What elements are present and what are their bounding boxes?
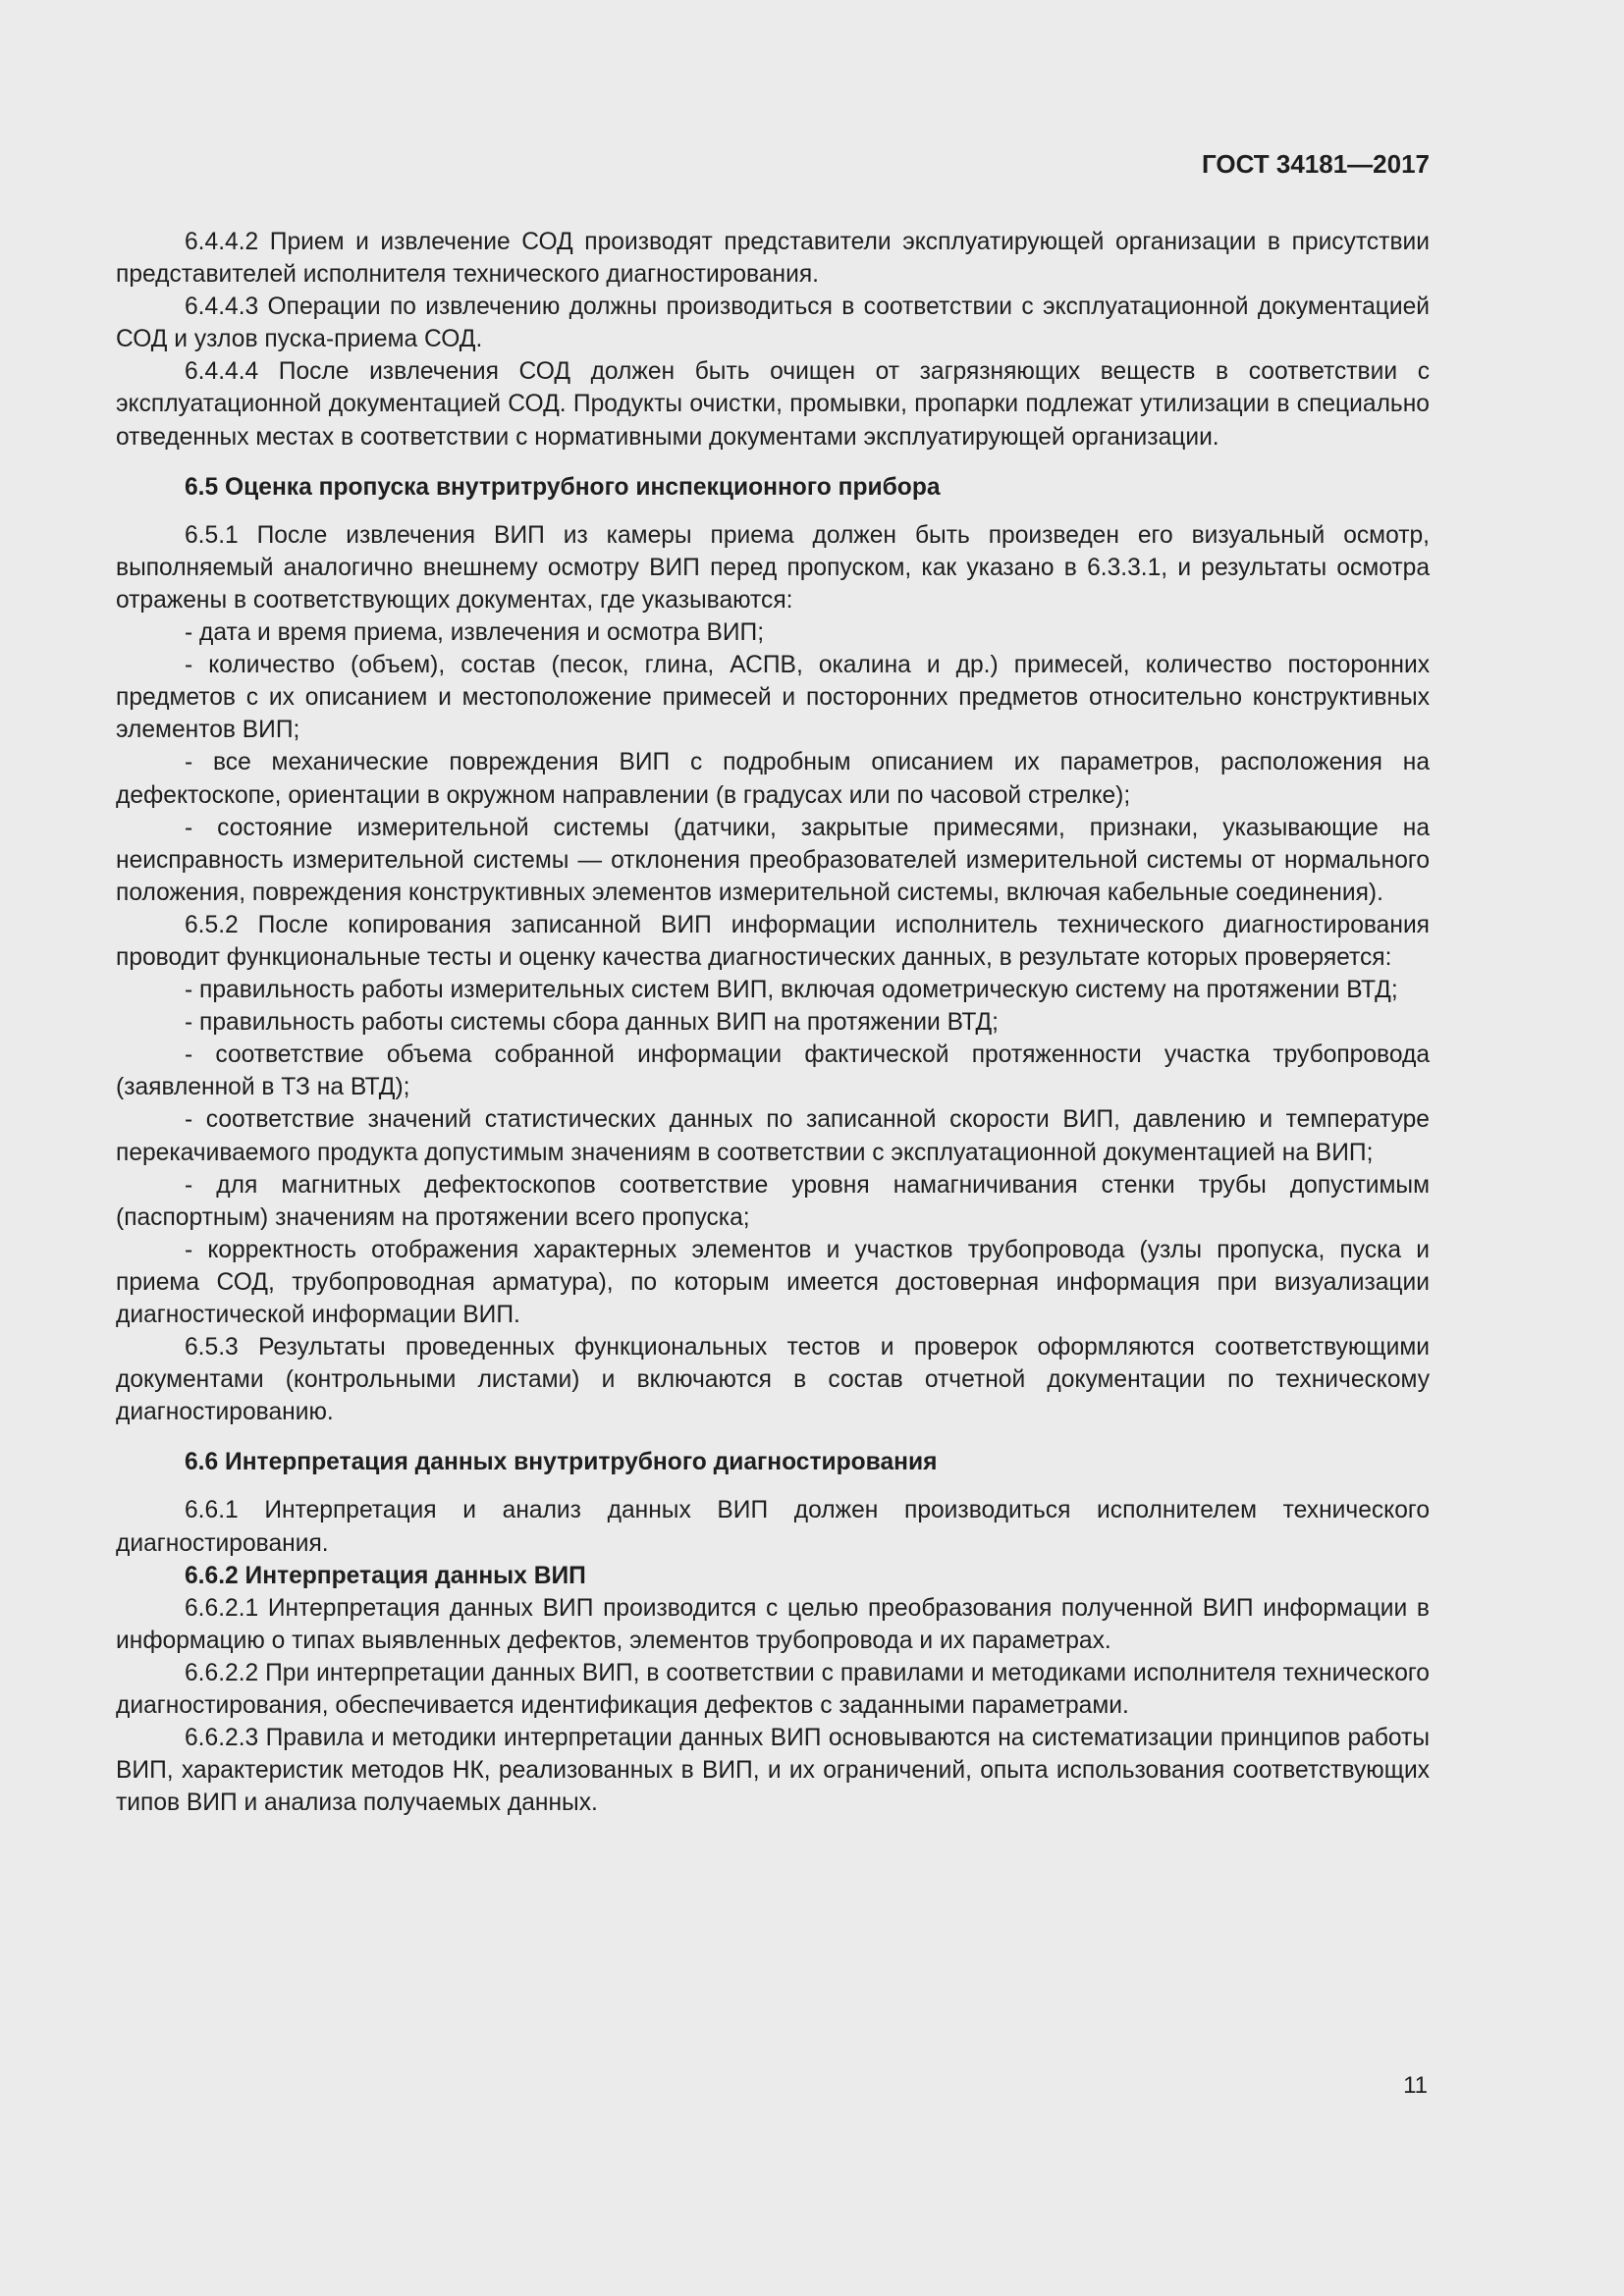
paragraph-6-5-1: 6.5.1 После извлечения ВИП из камеры приема должен быть произведен его визуальный осмотр, выполняемый аналогично внешнему осмотру ВИП перед пропуском, как указано в 6.3.3.1, и результаты осмотра отражены в соответствующих документах, где указываются: (116, 521, 1430, 614)
document-body (116, 226, 1430, 1819)
list-item: - состояние измерительной системы (датчики, закрытые примесями, признаки, указывающие на неисправность измерительной системы — отклонения преобразователей измерительной системы от нормального положения, повреждения конструктивных элементов измерительной системы, включая кабельные соединения). (116, 814, 1430, 906)
paragraph-6-4-4-4: 6.4.4.4 После извлечения СОД должен быть очищен от загрязняющих веществ в соответствии с эксплуатационной документацией СОД. Продукты очистки, промывки, пропарки подлежат утилизации в специально отведенных местах в соответствии с нормативными документами эксплуатирующей организации. (116, 358, 1430, 451)
list-item: - правильность работы системы сбора данных ВИП на протяжении ВТД; (185, 1009, 1000, 1037)
section-heading-6-6: 6.6 Интерпретация данных внутритрубного диагностирования (185, 1449, 938, 1476)
list-item: - все механические повреждения ВИП с подробным описанием их параметров, расположения на дефектоскопе, ориентации в окружном направлении (в градусах или по часовой стрелке); (116, 749, 1430, 809)
paragraph-6-6-2-3: 6.6.2.3 Правила и методики интерпретации данных ВИП основываются на систематизации принципов работы ВИП, характеристик методов НК, реализованных в ВИП, и их ограничений, опыта использования соответствующих типов ВИП и анализа получаемых данных. (116, 1725, 1430, 1817)
subsection-heading-6-6-2: 6.6.2 Интерпретация данных ВИП (185, 1562, 586, 1589)
paragraph-6-5-2: 6.5.2 После копирования записанной ВИП информации исполнитель технического диагностирования проводит функциональные тесты и оценку качества диагностических данных, в результате которых проверяется: (116, 911, 1430, 971)
list-item: - количество (объем), состав (песок, глина, АСПВ, окалина и др.) примесей, количество посторонних предметов с их описанием и местоположение примесей и посторонних предметов относительно конструктивных элементов ВИП; (116, 652, 1430, 744)
paragraph-6-6-1: 6.6.1 Интерпретация и анализ данных ВИП должен производиться исполнителем технического диагностирования. (116, 1497, 1430, 1557)
document-code: ГОСТ 34181—2017 (1202, 149, 1430, 179)
paragraph-6-6-2-2: 6.6.2.2 При интерпретации данных ВИП, в соответствии с правилами и методиками исполнителя технического диагностирования, обеспечивается идентификация дефектов с заданными параметрами. (116, 1659, 1430, 1720)
list-item: - соответствие объема собранной информации фактической протяженности участка трубопровода (заявленной в ТЗ на ВТД); (116, 1041, 1430, 1101)
paragraph-6-4-4-3: 6.4.4.3 Операции по извлечению должны производиться в соответствии с эксплуатационной документацией СОД и узлов пуска-приема СОД. (116, 294, 1430, 353)
list-item: - дата и время приема, извлечения и осмотра ВИП; (185, 619, 765, 647)
paragraph-6-6-2-1: 6.6.2.1 Интерпретация данных ВИП производится с целью преобразования полученной ВИП информации в информацию о типах выявленных дефектов, элементов трубопровода и их параметрах. (116, 1594, 1430, 1654)
page-number: 11 (1403, 2072, 1428, 2099)
list-item: - для магнитных дефектоскопов соответствие уровня намагничивания стенки трубы допустимым (паспортным) значениям на протяжении всего пропуска; (116, 1171, 1430, 1231)
section-heading-6-5: 6.5 Оценка пропуска внутритрубного инспекционного прибора (185, 473, 941, 501)
paragraph-6-4-4-2: 6.4.4.2 Прием и извлечение СОД производят представители эксплуатирующей организации в присутствии представителей исполнителя технического диагностирования. (116, 229, 1430, 289)
list-item: - корректность отображения характерных элементов и участков трубопровода (узлы пропуска, пуска и приема СОД, трубопроводная арматура), по которым имеется достоверная информация при визуализации диагностической информации ВИП. (116, 1236, 1430, 1328)
paragraph-6-5-3: 6.5.3 Результаты проведенных функциональных тестов и проверок оформляются соответствующими документами (контрольными листами) и включаются в состав отчетной документации по техническому диагностированию. (116, 1334, 1430, 1426)
list-item: - соответствие значений статистических данных по записанной скорости ВИП, давлению и температуре перекачиваемого продукта допустимым значениям в соответствии с эксплуатационной документацией на ВИП; (116, 1106, 1430, 1166)
list-item: - правильность работы измерительных систем ВИП, включая одометрическую систему на протяжении ВТД; (185, 977, 1398, 1004)
